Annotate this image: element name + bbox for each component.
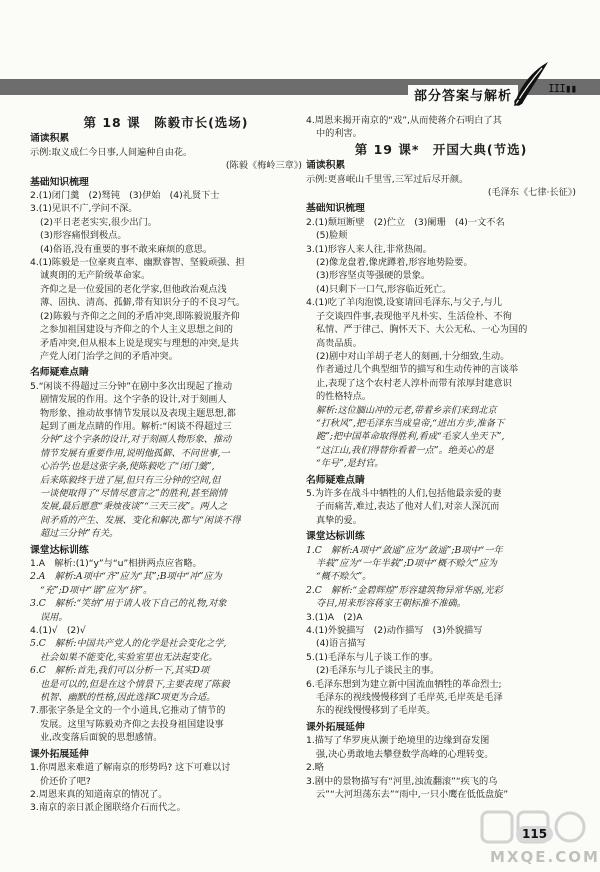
watermark-text: MXQE.COM (490, 848, 600, 866)
text-line: 3.(1)形容人来人往,非常热闹。 (306, 243, 432, 255)
text-line: 跪”;把中国革命取得胜利,看成“毛家人坐天下”, (316, 431, 505, 443)
text-line: 云”“大河坦荡东去”“雨中,一只小鹰在低低盘旋” (316, 788, 509, 800)
text-line: 社会如果不能变化,实验室里也无法起变化。 (40, 651, 218, 663)
text-line: “打秋风”,把毛泽东当成皇帝,“进出方步,准备下 (316, 417, 505, 429)
section-heading: 诵读积累 (306, 160, 346, 172)
text-line: 解析:这位腼山冲的元老,带着乡亲们来到北京 (316, 404, 497, 416)
text-line: (2)平日老老实实,很少出门。 (40, 216, 157, 228)
text-line: 2.C 解析:“金碧辉煌”形容建筑物异常华丽,光彩 (306, 584, 503, 596)
text-line: 发展。这里写陈毅劝齐仰之去投身祖国建设事 (40, 718, 224, 730)
text-line: 东的视线慢慢移到了毛岸英。 (316, 705, 436, 717)
text-line: 薄、固执、清高、孤僻,带有知识分子的不良习气。 (40, 297, 246, 309)
text-line: 心治学;也是这张字条,使陈毅吃了“闭门羹”, (40, 461, 215, 473)
section-heading: 名师疑难点睛 (30, 367, 89, 379)
text-line: 3.剧中的景物描写有“河里,浊流翻滚”“疾飞的乌 (306, 775, 498, 787)
text-line: 5.为许多在战斗中牺牲的人们,包括他最亲爱的妻 (306, 487, 502, 499)
text-line: 1.描写了华罗庚从濒于绝境里的边缘到奋发图 (306, 735, 490, 747)
text-line: 分钟”这个字条的设计,对于刻画人物形象、推动 (40, 434, 232, 446)
text-line: 5.“闲谈不得超过三分钟”在剧中多次出现起了推动 (30, 380, 233, 392)
text-line: 2.(1)颓垣断壁 (2)伫立 (3)阑珊 (4)一文不名 (306, 216, 505, 228)
text-line: 间矛盾的产生、发展、变化和解决,都与“闲谈不得 (40, 514, 241, 526)
section-heading: 课堂达标训练 (30, 544, 89, 556)
text-line: 中的利害。 (316, 128, 362, 140)
text-line: (毛泽东《七律·长征》) (487, 187, 576, 199)
text-line: 毛泽东的视线慢慢移到了毛岸英,毛岸英是毛泽 (316, 692, 503, 704)
text-line: 5.(1)毛泽东与儿子谈工作的事。 (306, 651, 439, 663)
text-line: (5)脸颊 (316, 230, 348, 242)
pen-nib-icon (508, 60, 552, 108)
text-line: 示例:更喜岷山千里雪,三军过后尽开颜。 (306, 173, 469, 185)
header-title: 部分答案与解析 (408, 85, 518, 104)
text-line: 产党人闭门治学之间的矛盾冲突。 (40, 350, 178, 362)
text-line: 2.周恩来真的知道南京的情况了。 (30, 788, 168, 800)
text-line: 夺目,用来形容蒋家王朝标准不准确。 (316, 598, 466, 610)
text-line: 4.周恩来揭开南京的“戏”,从而使蒋介石明白了其 (306, 115, 502, 126)
section-heading: 诵读积累 (30, 133, 70, 145)
text-line: 后来陈毅终于进了屋,但只有三分钟的空间,但 (40, 474, 221, 486)
text-line: 发展,最后愿意“秉烛夜谈”“三天三夜”。两人之 (40, 501, 228, 513)
text-line: 4.(1)吃了羊肉泡馍,设宴请回毛泽东,与父子,与儿 (306, 297, 502, 309)
text-line: 3.(1)见识不广,学问不深。 (30, 203, 138, 215)
text-line: (4)俗语,没有重要的事不敢来麻烦的意思。 (40, 243, 213, 255)
text-line: 之参加祖国建设与齐仰之的个人主义思想之间的 (40, 324, 233, 336)
text-line: 6.毛泽东想到为建立新中国流血牺牲的革命烈士; (306, 678, 502, 690)
section-heading: 课外拓展延伸 (30, 748, 89, 760)
text-line: 示例:取义成仁今日事,人间遍种自由花。 (30, 146, 193, 158)
text-line: 1.A 解析:(1)“y”与“u”相拼两点应省略。 (30, 558, 202, 569)
text-line: “充”;D项中“谐”应为“挤”。 (40, 584, 153, 596)
text-line: “这江山,我们得替你看着一点”。绝美心的是 (316, 444, 494, 456)
text-line: 强,决心勇敢地去攀登数学高峰的心理转变。 (316, 748, 494, 760)
text-line: 真挚的爱。 (316, 514, 362, 526)
text-line: 5.C 解析:中国共产党人的化学是社会变化之学, (30, 638, 227, 650)
text-line: 物形象、推动故事情节发展以及表现主题思想,都 (40, 407, 236, 419)
text-line: (2)陈毅与齐仰之之间的矛盾冲突,即陈毅说服齐仰 (40, 310, 240, 322)
text-line: 2.A 解析:A项中“齐”应为“其”;B项中“冲”应为 (30, 571, 222, 583)
page-number: 115 (516, 826, 553, 842)
lesson-title: 第 19 课* 开国大典(节选) (354, 141, 528, 157)
text-line: (3)形容坚贞等强硬的景象。 (316, 270, 431, 282)
text-line: 剧情发展的作用。这个字条的设计,对于刻画人 (40, 394, 227, 406)
section-heading: 课堂达标训练 (306, 531, 365, 543)
text-line: (2)像龙盘着,像虎蹲着,形容地势险要。 (316, 257, 473, 269)
text-line: 价还价了吧? (40, 775, 91, 787)
text-line: 3.C 解析:“笑纳”用于请人收下自己的礼物,对象 (30, 598, 227, 610)
left-column (30, 114, 302, 815)
text-line: 3.南京的亲日派企图联络介石而代之。 (30, 802, 186, 814)
text-line: 诚爽朗的无产阶级革命家。 (40, 270, 151, 282)
text-line: (4)只剩下一口气,形容临近死亡。 (316, 283, 452, 295)
text-line: “概不赊欠”。 (316, 571, 372, 583)
text-line: 止,表现了这个农村老人淳朴而带有浓厚封建意识 (316, 377, 512, 389)
text-line: 一谈便取得了“尽情尽意言之”的胜利,甚至剧情 (40, 487, 227, 499)
text-line: 子而痛苦,难过,表达了他对人们,对亲人深沉而 (316, 501, 500, 513)
text-line: 3.(1)A (2)A (306, 611, 363, 623)
text-line: 齐仰之是一位爱国的老化学家,但他政治观点浅 (40, 283, 227, 295)
text-line: 2.(1)闭门羹 (2)驽钝 (3)伊始 (4)礼贤下士 (30, 190, 220, 202)
lesson-title: 第 18 课 陈毅市长(选场) (83, 115, 249, 130)
text-line: (3)形容痛恨到极点。 (40, 230, 127, 242)
section-heading: 基础知识梳理 (30, 176, 89, 188)
text-line: 机智、幽默的性格,因此选择C项更为合适。 (40, 692, 216, 704)
right-column (306, 114, 576, 801)
text-line: 4.(1)外貌描写 (2)动作描写 (3)外貌描写 (306, 625, 483, 637)
text-line: 超过三分钟”有关。 (40, 528, 119, 540)
text-line: 1.你周恩来难道了解南京的形势吗? 这下可难以讨 (30, 762, 231, 774)
text-line: 也是可以的,但是在这个情景下,主要表现了陈毅 (40, 678, 230, 690)
text-line: 高贵品质。 (316, 337, 362, 349)
text-line: 4.(1)√ (2)√ (30, 625, 86, 637)
text-line: 矛盾冲突,但从根本上说是现实与理想的冲突,是共 (40, 337, 239, 349)
text-line: 误用。 (40, 611, 68, 623)
text-line: (陈毅《梅岭三章》) (225, 160, 302, 172)
section-heading: 名师疑难点睛 (306, 474, 365, 486)
text-line: 2.略 (306, 762, 324, 774)
header-deco-bars: III▮▮ (548, 82, 577, 95)
text-line: 情节发展有重要作用,说明他孤僻、不问世事,一 (40, 447, 230, 459)
text-line: 的性格特点。 (316, 391, 372, 403)
text-line: 作者通过几个典型细节的描写和生动传神的言谈举 (316, 364, 519, 376)
text-line: 7.那张字条是全文的一个小道具,它推动了情节的 (30, 705, 226, 717)
text-line: 4.(1)陈毅是一位豪爽直率、幽默睿智、坚毅顽强、担 (30, 257, 245, 269)
text-line: 业,改变落后面貌的思想感情。 (40, 732, 163, 744)
section-heading: 基础知识梳理 (306, 203, 365, 215)
text-line: “年号”,是封官。 (316, 458, 384, 470)
text-line: 半载”应为“一年半载”;D项中“概不赊欠”应为 (316, 558, 497, 569)
text-line: 6.C 解析:首先,我们可以分析一下,其实D项 (30, 665, 210, 677)
text-line: 私情、严于律己、胸怀天下、大公无私、一心为国的 (316, 324, 528, 336)
text-line: (2)毛泽东与儿子谈民主的事。 (316, 665, 440, 677)
text-line: 子交谈四件事,表现他平凡朴实、生活俭朴、不徇 (316, 310, 512, 322)
text-line: (2)剧中对山羊胡子老人的刻画,十分细致,生动。 (316, 350, 510, 362)
text-line: 1.C 解析:A项中“敛遥”应为“敛遥”;B项中“一年 (306, 544, 503, 556)
section-heading: 课外拓展延伸 (306, 721, 365, 733)
text-line: 起到了画龙点睛的作用。解析:“闲谈不得超过三 (40, 420, 232, 432)
text-line: (4)语言描写 (316, 638, 366, 650)
